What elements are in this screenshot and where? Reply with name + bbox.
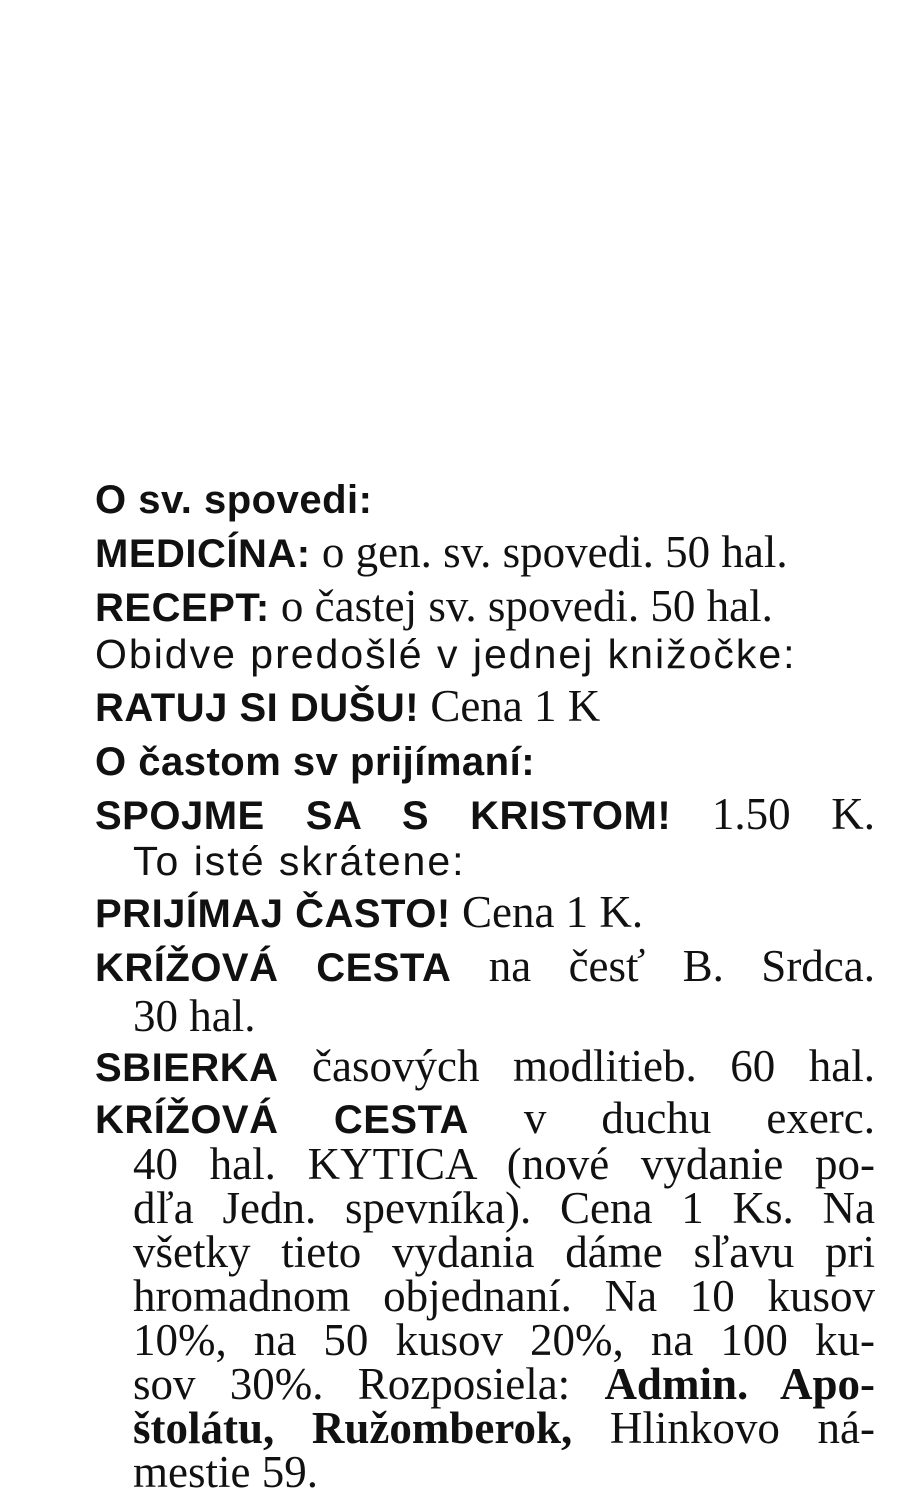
stations-heart-title: KRÍŽOVÁ CESTA — [95, 946, 452, 990]
body-line-3: všetky tieto vydania dáme sľavu pri — [133, 1227, 875, 1277]
ratuj-text: Cena 1 K — [430, 681, 601, 731]
body-line-2: dľa Jedn. spevníka). Cena 1 Ks. Na — [133, 1183, 875, 1233]
stations-heart-price-text: 30 hal. — [133, 991, 256, 1041]
spojme-title: SPOJME SA S KRISTOM! — [95, 794, 672, 838]
distributor-address-part1: Hlinkovo ná- — [609, 1403, 875, 1453]
body-line-4: hromadnom objednaní. Na 10 kusov — [133, 1271, 875, 1321]
combined-note — [95, 628, 875, 680]
body-line-1: 40 hal. KYTICA (nové vydanie po- — [133, 1139, 875, 1189]
recept-entry — [95, 580, 875, 634]
ratuj-entry — [95, 680, 875, 734]
recept-title: RECEPT: — [95, 586, 270, 630]
prijimaj-title: PRIJÍMAJ ČASTO! — [95, 892, 451, 936]
medicina-entry — [95, 526, 875, 580]
medicina-title: MEDICÍNA: — [95, 532, 311, 576]
ratuj-title: RATUJ SI DUŠU! — [95, 686, 420, 730]
communion-heading-text: O častom sv prijímaní: — [95, 740, 536, 784]
short-note — [133, 835, 875, 887]
stations-heart-text: na česť B. Srdca. — [488, 941, 875, 991]
stations-heart-entry — [95, 940, 875, 994]
sbierka-title: SBIERKA — [95, 1046, 279, 1090]
spojme-entry — [95, 788, 875, 842]
prijimaj-entry — [95, 886, 875, 940]
stations-exercise-text: v duchu exerc. — [523, 1093, 875, 1143]
medicina-text: o gen. sv. spovedi. 50 hal. — [321, 527, 788, 577]
distributor-name-part2: štolátu, Ružomberok, — [133, 1403, 573, 1453]
confession-heading-text: O sv. spovedi: — [95, 478, 373, 522]
distributor-intro: sov 30%. Rozposiela: — [133, 1359, 571, 1409]
stations-exercise-line-8 — [133, 1446, 875, 1498]
stations-heart-price — [133, 990, 875, 1042]
recept-text: o častej sv. spovedi. 50 hal. — [280, 581, 773, 631]
distributor-address-part2: mestie 59. — [133, 1447, 318, 1497]
distributor-name-part1: Admin. Apo- — [604, 1359, 875, 1409]
prijimaj-text: Cena 1 K. — [461, 887, 644, 937]
communion-heading — [95, 734, 875, 788]
confession-heading — [95, 472, 875, 526]
spojme-text: 1.50 K. — [711, 789, 876, 839]
short-note-text: To isté skrátene: — [133, 838, 466, 884]
body-line-5: 10%, na 50 kusov 20%, na 100 ku- — [133, 1315, 875, 1365]
combined-note-text: Obidve predošlé v jednej knižočke: — [95, 631, 797, 677]
sbierka-entry — [95, 1040, 875, 1094]
sbierka-text: časových modlitieb. 60 hal. — [312, 1041, 875, 1091]
stations-exercise-title: KRÍŽOVÁ CESTA — [95, 1098, 469, 1142]
